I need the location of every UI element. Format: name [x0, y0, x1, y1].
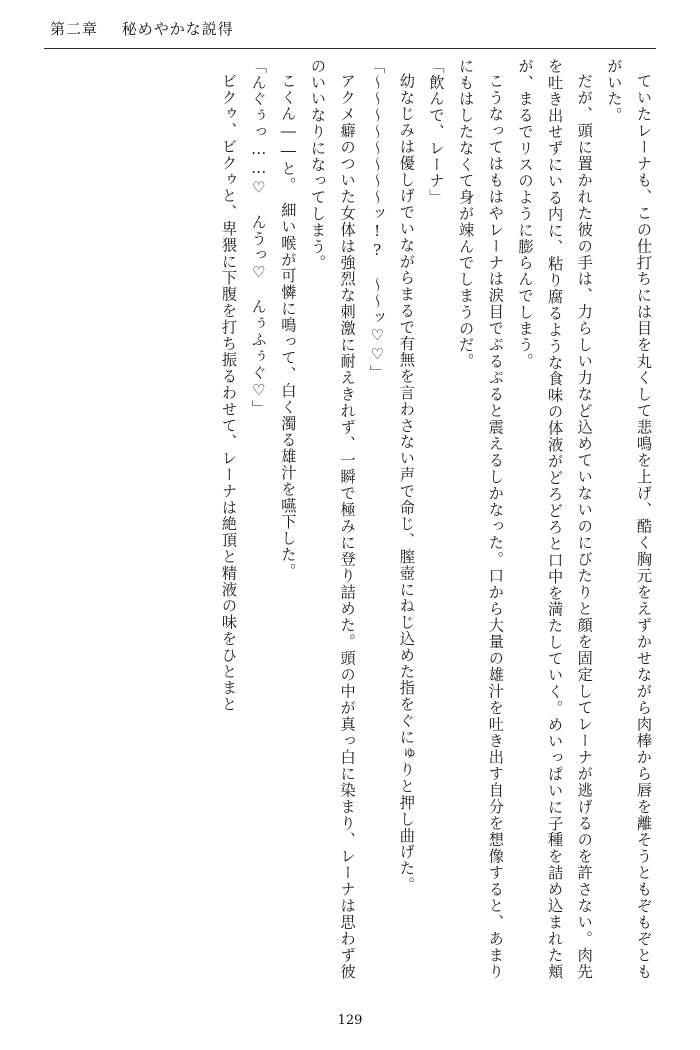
chapter-number: 第二章: [50, 20, 99, 38]
chapter-title: 秘めやかな説得: [121, 20, 234, 38]
paragraph: だが、頭に置かれた彼の手は、力らしい力など込めていないのにびたりと顔を固定してレーナが逃げるのを許さない。肉先を吐き出せずにいる内に、粘り腐るような食味の体液がどろどろと口中を満たしていく。めいっぱいに子種を詰め込まれた頬が、まるでリスのように膨らんでしまう。: [516, 58, 594, 980]
body-text: [42, 58, 658, 980]
paragraph: 幼なじみは優しげでいながらまるで有無を言わさない声で命じ、膣壺にねじ込めた指をぐにゅりと押し曲げた。: [397, 73, 416, 894]
paragraph: こうなってはもはやレーナは涙目でぷるぷると震えるしかなった。口から大量の雄汁を吐き出す自分を想像すると、あまりにもはしたなくて身が竦んでしまうのだ。: [457, 58, 505, 980]
paragraph: こくん――と。 細い喉が可憐に鳴って、白く濁る雄汁を嚥下した。: [279, 73, 298, 580]
paragraph: ていたレーナも、この仕打ちには目を丸くして悲鳴を上げ、酷く胸元をえずかせながら肉棒から唇を離そうともぞもぞともがいた。: [605, 58, 653, 980]
paragraph-dialogue: 「～～～～～～～～ッ!? ～～ッ♡♡」: [368, 58, 387, 381]
chapter-header: [50, 18, 650, 39]
header-divider: [44, 48, 656, 49]
paragraph: アクメ癖のついた女体は強烈な刺激に耐えきれず、一瞬で極みに登り詰めた。頭の中が真っ白に染まり、レーナは思わず彼のいいなりになってしまう。: [308, 58, 357, 980]
page-number: 129: [337, 1013, 363, 1028]
paragraph-dialogue: 「飲んで、レーナ」: [427, 58, 446, 206]
paragraph-dialogue: 「んぐぅっ……♡ んうっ♡ んぅふぅぐ♡」: [249, 58, 268, 417]
paragraph: ビクゥ、ビクゥと、卑猥に下腹を打ち振るわせて、レーナは絶頂と精液の味をひとまと: [220, 73, 239, 713]
